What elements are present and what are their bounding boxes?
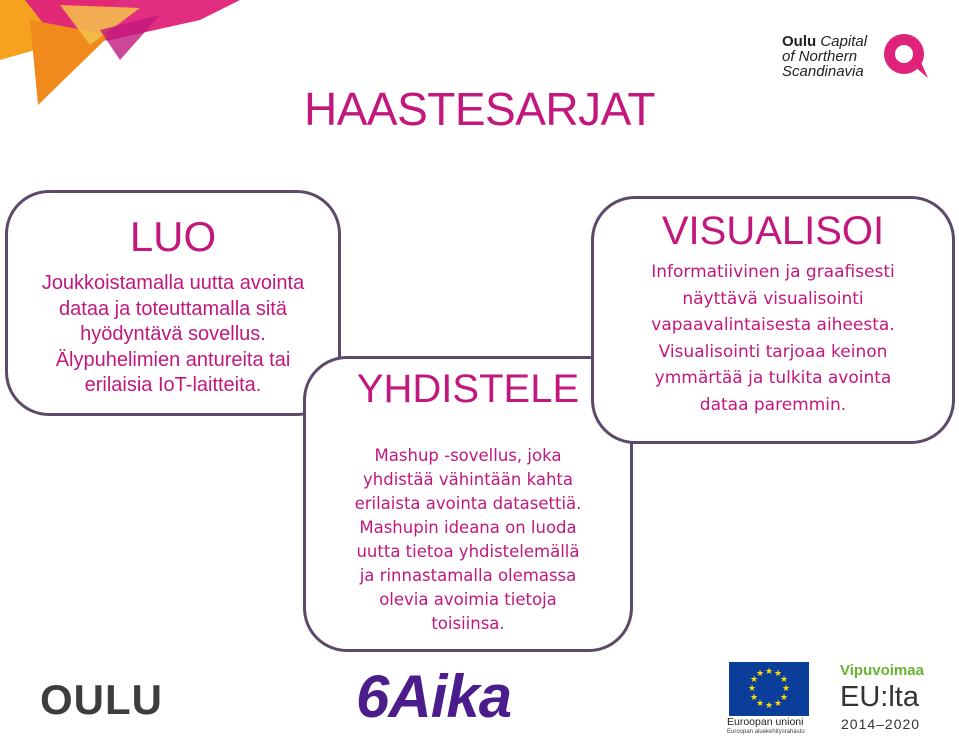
page-title: HAASTESARJAT [304, 83, 655, 135]
svg-text:★: ★ [747, 684, 757, 694]
svg-text:★: ★ [764, 667, 774, 677]
yhdistele-box [303, 356, 633, 652]
eu-sub-caption: Euroopan aluekehitysrahasto [727, 729, 805, 735]
visualisoi-line: näyttävä visualisointi [682, 288, 864, 309]
visualisoi-line: ymmärtää ja tulkita avointa [654, 368, 892, 388]
luo-description [13, 271, 333, 399]
visualisoi-box [591, 196, 955, 444]
eulta-years: 2014–2020 [841, 716, 921, 732]
luo-line: Joukkoistamalla uutta avointa [41, 272, 305, 294]
eulta-label: EU:lta [840, 681, 919, 713]
oulu-capital-rest: Capital [820, 33, 868, 50]
luo-line: hyödyntävä sovellus. [80, 323, 266, 345]
luo-line: erilaisia IoT-laitteita. [84, 374, 262, 396]
yhdistele-line: Mashup -sovellus, joka [374, 446, 562, 465]
luo-heading: LUO [129, 213, 217, 260]
svg-text:★: ★ [749, 675, 759, 685]
visualisoi-line: vapaavalintaisesta aiheesta. [651, 315, 895, 335]
svg-text:★: ★ [781, 684, 791, 694]
six-aika-logo: 6Aika [356, 663, 512, 730]
oulu-capital-logo-text [782, 34, 867, 79]
yhdistele-line: Mashupin ideana on luoda [359, 518, 577, 537]
svg-text:★: ★ [773, 699, 783, 709]
oulu-capital-line3: Scandinavia [782, 63, 864, 80]
luo-line: dataa ja toteuttamalla sitä [59, 297, 287, 320]
oulu-capital-line2: of Northern [782, 48, 858, 65]
luo-box [5, 190, 341, 416]
visualisoi-line: Informatiivinen ja graafisesti [651, 262, 895, 282]
svg-text:★: ★ [749, 693, 759, 703]
yhdistele-line: yhdistää vähintään kahta [363, 470, 573, 489]
yhdistele-line: ja rinnastamalla olemassa [359, 566, 577, 585]
eu-caption: Euroopan unioni [727, 716, 804, 728]
eu-flag-icon [729, 662, 809, 716]
yhdistele-line: erilaista avointa datasettiä. [354, 494, 582, 513]
luo-line: Älypuhelimien antureita tai [55, 348, 291, 371]
visualisoi-line: dataa paremmin. [699, 394, 847, 415]
svg-text:★: ★ [779, 675, 789, 685]
svg-text:★: ★ [764, 701, 774, 711]
svg-text:★: ★ [755, 669, 765, 679]
visualisoi-line: Visualisointi tarjoaa keinon [658, 341, 888, 362]
yhdistele-description [311, 444, 625, 636]
yhdistele-line: olevia avoimia tietoja [379, 590, 557, 609]
visualisoi-heading: VISUALISOI [661, 209, 885, 253]
oulu-logo: OULU [40, 676, 163, 723]
speech-bubble-logo-icon [880, 30, 930, 80]
svg-text:★: ★ [755, 699, 765, 709]
visualisoi-description [596, 259, 950, 418]
oulu-capital-brand: Oulu [782, 33, 817, 50]
svg-text:★: ★ [773, 669, 783, 679]
svg-text:★: ★ [779, 693, 789, 703]
yhdistele-line: uutta tietoa yhdistelemällä [356, 542, 580, 561]
yhdistele-heading: YHDISTELE [356, 367, 580, 411]
yhdistele-line: toisiinsa. [431, 614, 505, 633]
vipuvoimaa-label: Vipuvoimaa [840, 662, 924, 679]
